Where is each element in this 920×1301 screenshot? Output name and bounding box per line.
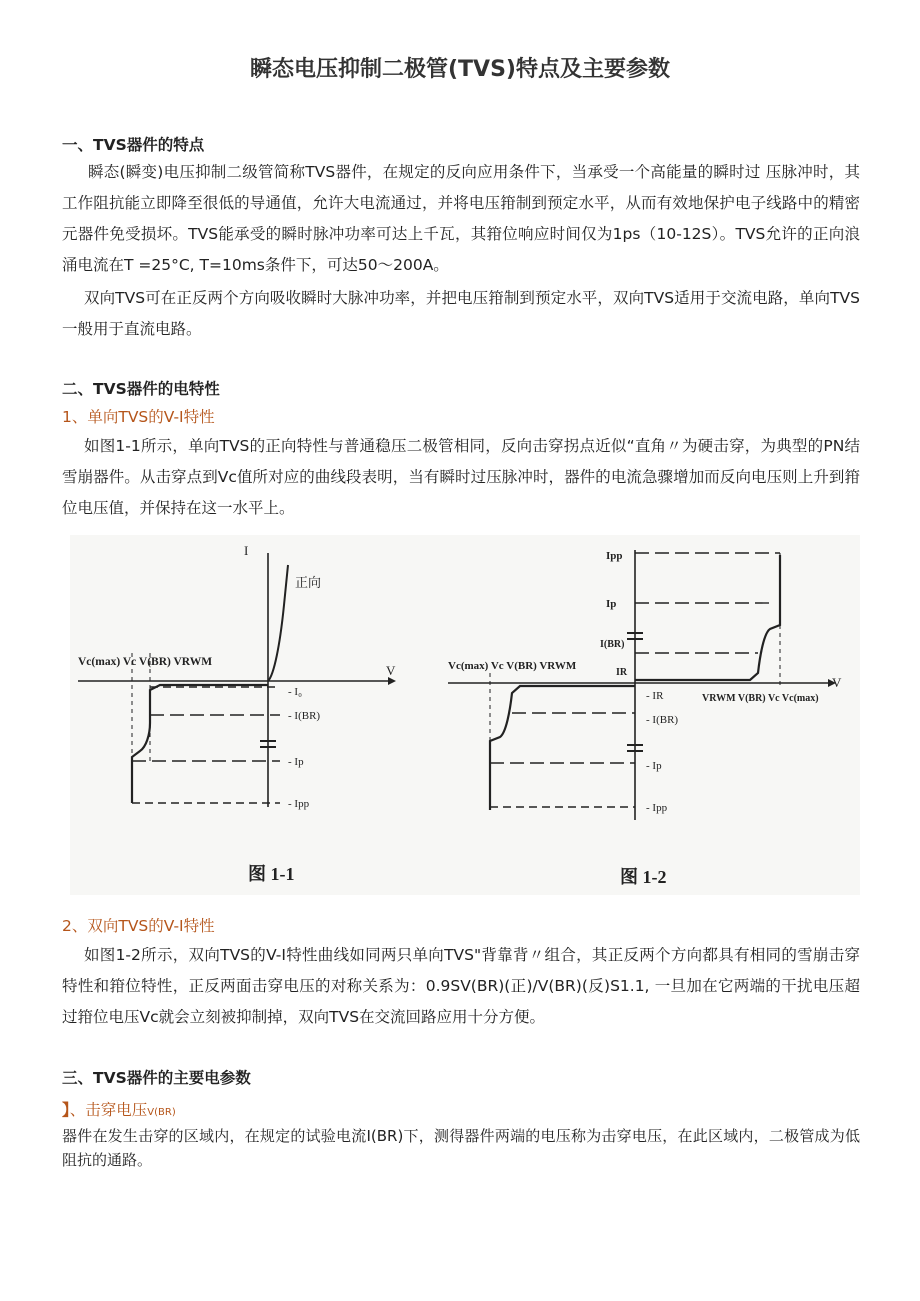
fig1-ip-label: - Ip [288, 756, 304, 768]
section-1-paragraph-2: 双向TVS可在正反两个方向吸收瞬时大脉冲功率，并把电压箝制到预定水平，双向TVS适用于交流电路，单向TVS 一般用于直流电路。 [62, 289, 860, 338]
page-title: 瞬态电压抑制二极管(TVS)特点及主要参数 [250, 57, 670, 82]
fig2-ibr-top-label: I(BR) [600, 639, 625, 650]
section-2-subheading-1: 1、单向TVS的V-I特性 [62, 408, 215, 426]
fig1-caption: 图 1-1 [248, 864, 295, 884]
fig2-ir-top-label: IR [616, 667, 628, 678]
fig2-ibr-label: - I(BR) [646, 714, 679, 726]
fig2-axis-v-label: V [832, 675, 842, 690]
subheading-bracket: 】 [62, 1101, 70, 1119]
section-2-paragraph-2: 如图1-2所示，双向TVS的V-I特性曲线如同两只单向TVS"背靠背〃组合，其正反两个方向都具有相同的雪崩击穿特性和箝位特性，正反两面击穿电压的对称关系为：0.9SV(BR)(正)/V(BR)(反)S1.1, 一旦加在它两端的干扰电压超过箝位电压Vc就会立刻被抑制掉，双向TVS在交流回路应用十分方便。 [62, 946, 860, 1026]
section-3-heading: 三、TVS器件的主要电参数 [62, 1069, 251, 1087]
fig1-v-arrow [388, 677, 396, 685]
fig1-forward-label: 正向 [295, 575, 322, 590]
subheading-subscript: V(BR) [147, 1107, 176, 1118]
section-2-subheading-2: 2、双向TVS的V-I特性 [62, 917, 215, 935]
fig2-voltage-labels-right: VRWM V(BR) Vc Vc(max) [702, 693, 819, 704]
fig1-forward-curve [268, 565, 288, 681]
figure-1-1 [78, 543, 396, 884]
fig1-axis-i-label: I [244, 543, 249, 558]
section-1-heading: 一、TVS器件的特点 [62, 136, 205, 154]
fig2-caption: 图 1-2 [620, 867, 667, 887]
fig2-positive-curve [635, 555, 780, 680]
section-2-paragraph-1: 如图1-1所示，单向TVS的正向特性与普通稳压二极管相同，反向击穿拐点近似“直角〃为硬击穿，为典型的PN结雪崩器件。从击穿点到Vc值所对应的曲线段表明，当有瞬时过压脉冲时，器件的电流急骤增加而反向电压则上升到箝位电压值，并保持在这一水平上。 [62, 437, 860, 517]
fig1-ir-label: - I₀ [288, 686, 302, 698]
fig1-ibr-label: - I(BR) [288, 710, 321, 722]
section-3-paragraph-1: 器件在发生击穿的区域内，在规定的试验电流I(BR)下，测得器件两端的电压称为击穿电压，在此区域内，二极管成为低阻抗的通路。 [62, 1127, 860, 1169]
fig2-ir-label: - IR [646, 690, 664, 702]
fig1-ipp-label: - Ipp [288, 798, 310, 810]
fig2-voltage-labels-left: Vc(max) Vc V(BR) VRWM [448, 660, 577, 672]
fig2-ipp-top-label: Ipp [606, 550, 623, 562]
fig2-ipp-label: - Ipp [646, 802, 668, 814]
figure-1-2 [448, 550, 842, 887]
fig1-voltage-labels: Vc(max) Vc V(BR) VRWM [78, 656, 213, 668]
fig1-reverse-curve [132, 685, 268, 803]
fig2-ip-label: - Ip [646, 760, 662, 772]
vi-characteristic-figure [70, 535, 860, 895]
fig1-axis-v-label: V [386, 663, 396, 678]
subheading-text: 、击穿电压 [69, 1101, 148, 1119]
section-2-heading: 二、TVS器件的电特性 [62, 380, 220, 398]
section-3-subheading-1 [62, 1098, 176, 1120]
fig2-ip-top-label: Ip [606, 598, 617, 610]
vi-figure-svg [70, 535, 860, 895]
fig2-negative-curve [490, 686, 635, 810]
section-1-paragraph-1: 瞬态(瞬变)电压抑制二级管简称TVS器件，在规定的反向应用条件下，当承受一个高能量的瞬时过 压脉冲时，其工作阻抗能立即降至很低的导通值，允许大电流通过，并将电压箝制到预定水平，从而有效地保护电子线路中的精密元器件免受损坏。TVS能承受的瞬时脉冲功率可达上千瓦，其箝位响应时间仅为1ps（10-12S）。TVS允许的正向浪涌电流在T =25°C, T=10ms条件下，可达50～200A。 [62, 163, 860, 274]
